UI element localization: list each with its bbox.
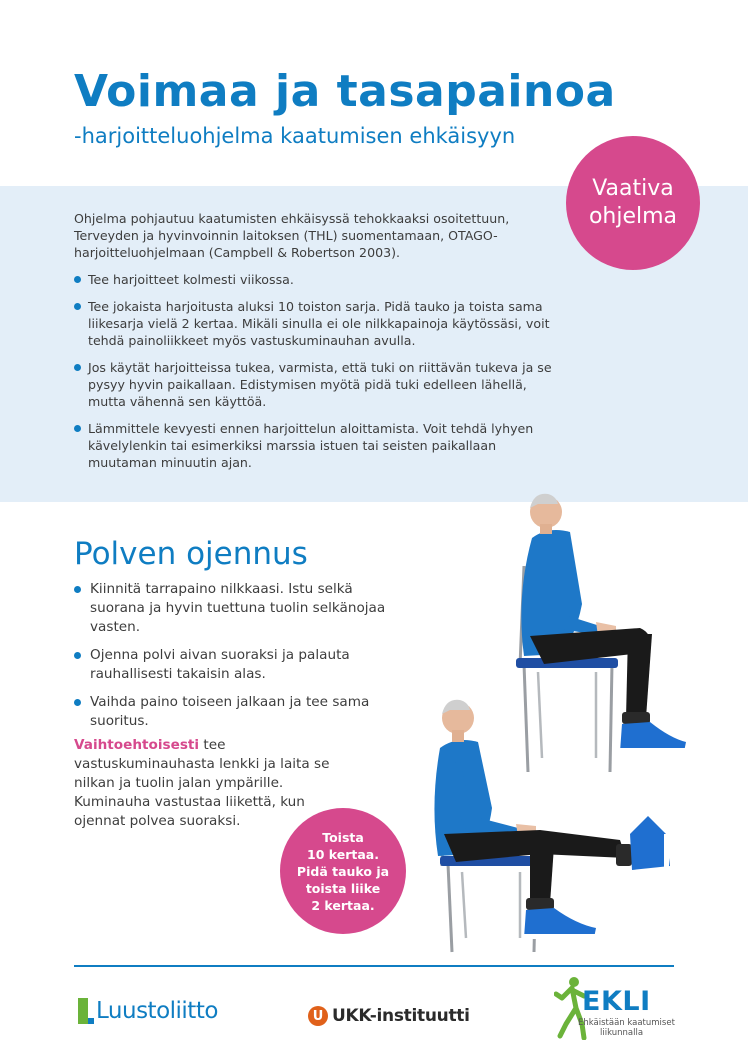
intro-bullet: Lämmittele kevyesti ennen harjoittelun aloittamista. Voit tehdä lyhyen kävelylenkin tai esimerkiksi marssia istuen tai seisten paikallaan muutaman minuutin ajan.: [74, 420, 554, 471]
intro-bullet: Jos käytät harjoitteissa tukea, varmista, että tuki on riittävän tukeva ja se pysyy hyvin paikallaan. Edistymisen myötä pidä tuki edelleen lähellä, mutta vähennä sen käyttöä.: [74, 359, 554, 410]
difficulty-badge: [566, 136, 700, 270]
ukk-instituutti-logo: [308, 1006, 470, 1026]
intro-bullet-list: [74, 271, 554, 471]
reps-line4: toista liike: [305, 880, 381, 896]
luustoliitto-logo-text: Luustoliitto: [96, 998, 218, 1024]
footer-divider: [74, 965, 674, 967]
page-title: Voimaa ja tasapainoa: [74, 66, 616, 117]
intro-paragraph: Ohjelma pohjautuu kaatumisten ehkäisyssä tehokkaaksi osoitettuun, Terveyden ja hyvinvoinnin laitoksen (THL) suomentamaan, OTAGO-harjoitteluohjelmaan (Campbell & Robertson 2003).: [74, 211, 510, 260]
exercise-step-list: [74, 580, 404, 740]
reps-line2: 10 kertaa.: [307, 846, 379, 862]
bullet-dot-icon: [74, 586, 81, 593]
ukk-mark-icon: U: [308, 1006, 328, 1026]
bullet-dot-icon: [74, 652, 81, 659]
difficulty-badge-line1: Vaativa: [592, 176, 674, 201]
reps-line3: Pidä tauko ja: [296, 863, 390, 879]
ukk-logo-text: UKK-instituutti: [332, 1006, 470, 1026]
reps-line1: Toista: [322, 829, 364, 845]
intro-bullet: Tee harjoitteet kolmesti viikossa.: [74, 271, 554, 288]
page-subtitle: -harjoitteluohjelma kaatumisen ehkäisyyn: [74, 124, 516, 148]
bullet-dot-icon: [74, 276, 81, 283]
luustoliitto-mark-icon: [78, 998, 88, 1024]
bullet-dot-icon: [74, 699, 81, 706]
ekli-logo-text: EKLI: [582, 986, 651, 1017]
bullet-dot-icon: [74, 425, 81, 432]
alternative-lead: Vaihtoehtoisesti: [74, 737, 200, 753]
photo-seated-extended: [420, 684, 690, 956]
bullet-dot-icon: [74, 364, 81, 371]
luustoliitto-logo: [78, 998, 218, 1024]
repetitions-badge: [280, 808, 406, 934]
exercise-step: Vaihda paino toiseen jalkaan ja tee sama suoritus.: [74, 693, 404, 731]
exercise-title: Polven ojennus: [74, 536, 308, 572]
difficulty-badge-line2: ohjelma: [588, 204, 678, 229]
exercise-step: Kiinnitä tarrapaino nilkkaasi. Istu selkä suorana ja hyvin tuettuna tuolin selkänojaa vasten.: [74, 580, 404, 637]
bullet-dot-icon: [74, 303, 81, 310]
reps-line5: 2 kertaa.: [311, 897, 375, 913]
intro-section: [74, 210, 554, 481]
exercise-step: Ojenna polvi aivan suoraksi ja palauta rauhallisesti takaisin alas.: [74, 646, 404, 684]
ekli-logo: [554, 976, 684, 1046]
alternative-text: tee vastuskuminauhasta lenkki ja laita se nilkan ja tuolin jalan ympärille. Kuminauha vastustaa liikettä, kun ojennat polvea suoraksi.: [74, 737, 330, 829]
ekli-tagline: Ehkäistään kaatumiset liikunnalla: [578, 1018, 675, 1038]
intro-bullet: Tee jokaista harjoitusta aluksi 10 toiston sarja. Pidä tauko ja toista sama liikesarja vielä 2 kertaa. Mikäli sinulla ei ole nilkkapainoja käytössäsi, voit tehdä painoliikkeet myös vastuskuminauhan avulla.: [74, 298, 554, 349]
